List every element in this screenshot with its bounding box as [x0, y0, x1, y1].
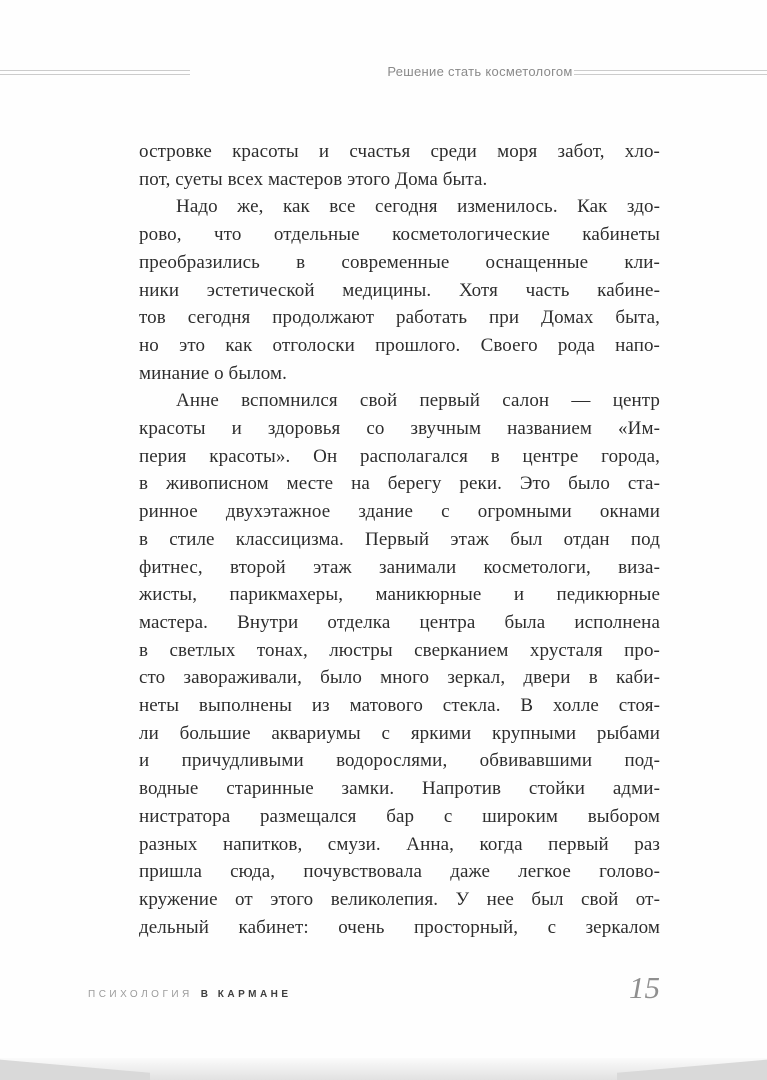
- text-line: ли большие аквариумы с яркими крупными рыбами: [139, 722, 660, 744]
- text-line: и причудливыми водорослями, обвивавшими под-: [139, 750, 660, 772]
- text-line: сто завораживали, было много зеркал, двери в каби-: [139, 667, 660, 689]
- text-line: пот, суеты всех мастеров этого Дома быта.: [139, 168, 488, 190]
- text-line: Надо же, как все сегодня изменилось. Как здо-: [176, 196, 660, 218]
- text-line: жисты, парикмахеры, маникюрные и педикюрные: [139, 584, 660, 606]
- series-name-regular: ПСИХОЛОГИЯ: [88, 989, 193, 1000]
- text-line: неты выполнены из матового стекла. В холле стоя-: [139, 695, 660, 717]
- text-line: водные старинные замки. Напротив стойки адми-: [139, 778, 660, 800]
- paragraph: [139, 193, 660, 387]
- text-line: тов сегодня продолжают работать при Домах быта,: [139, 307, 660, 329]
- text-line: разных напитков, смузи. Анна, когда первый раз: [139, 833, 660, 855]
- text-line: в живописном месте на берегу реки. Это было ста-: [139, 473, 660, 495]
- paragraph: [139, 138, 660, 193]
- page-number: 15: [629, 970, 660, 1005]
- text-line: красоты и здоровья со звучным названием «Им-: [139, 418, 660, 440]
- text-line: но это как отголоски прошлого. Своего рода напо-: [139, 334, 660, 356]
- header-rule-left: [0, 70, 190, 75]
- text-line: мастера. Внутри отделка центра была исполнена: [139, 611, 660, 633]
- text-line: минание о былом.: [139, 362, 287, 384]
- text-line: ринное двухэтажное здание с огромными окнами: [139, 501, 660, 523]
- footer-series: [88, 989, 292, 1000]
- text-line: островке красоты и счастья среди моря забот, хло-: [139, 141, 660, 162]
- text-line: в светлых тонах, люстры сверканием хрусталя про-: [139, 639, 660, 661]
- text-line: рово, что отдельные косметологические кабинеты: [139, 224, 660, 246]
- text-line: в стиле классицизма. Первый этаж был отдан под: [139, 528, 660, 550]
- text-line: кружение от этого великолепия. У нее был свой от-: [139, 888, 660, 910]
- text-line: дельный кабинет: очень просторный, с зеркалом: [139, 916, 660, 938]
- text-line: перия красоты». Он располагался в центре города,: [139, 445, 660, 467]
- paragraph: [139, 387, 660, 941]
- text-line: фитнес, второй этаж занимали косметологи, виза-: [139, 556, 660, 578]
- text-line: пришла сюда, почувствовала даже легкое голово-: [139, 861, 660, 883]
- chapter-title: Решение стать косметологом: [387, 64, 573, 79]
- header-rule-right: [574, 70, 767, 75]
- text-block: [139, 138, 660, 941]
- text-line: ники эстетической медицины. Хотя часть кабине-: [139, 279, 660, 301]
- text-line: нистратора размещался бар с широким выбором: [139, 805, 660, 827]
- text-line: Анне вспомнился свой первый салон — центр: [176, 390, 660, 412]
- text-line: преобразились в современные оснащенные кли-: [139, 251, 660, 273]
- series-name-bold: В КАРМАНЕ: [200, 989, 292, 1000]
